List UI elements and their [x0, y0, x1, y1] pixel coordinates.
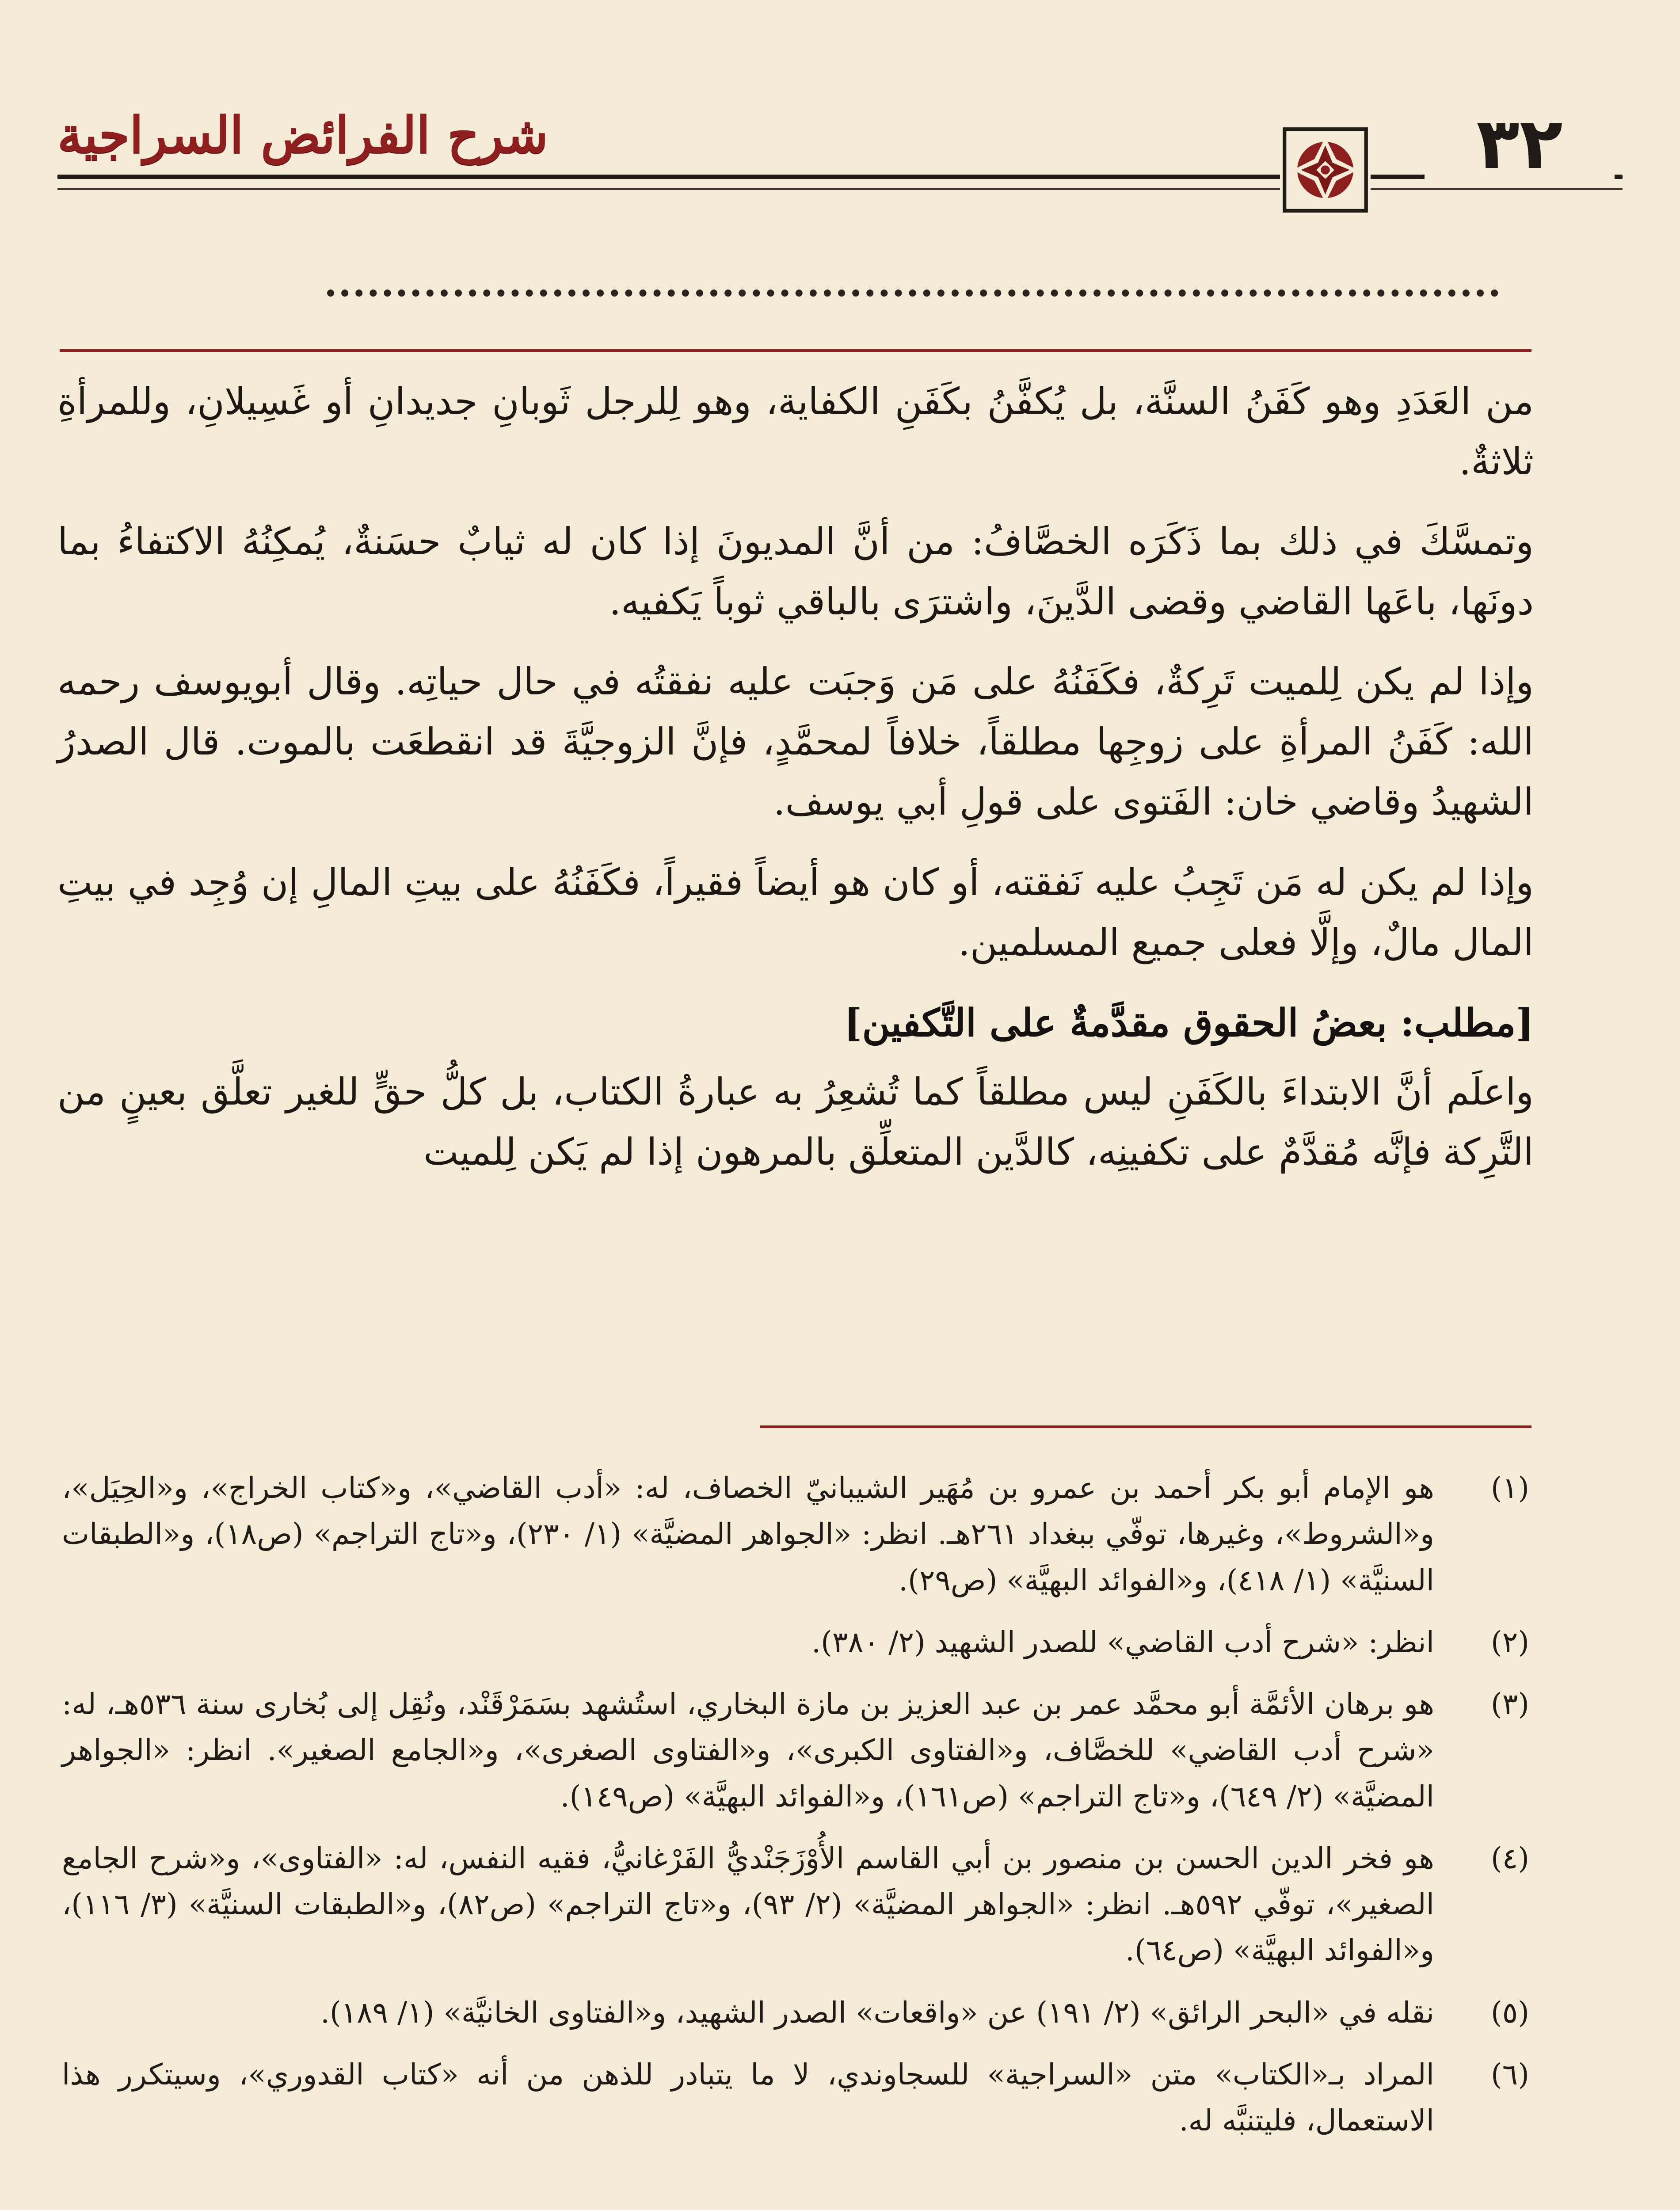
footnote-text: نقله في «البحر الرائق» (٢/ ١٩١) عن «واقعات» الصدر الشهيد، و«الفتاوى الخانيَّة» (١/ ١٨٩).	[320, 1995, 1434, 2030]
main-text	[57, 371, 1534, 1202]
footnote-item	[62, 1836, 1529, 1974]
dotted-separator	[327, 290, 1498, 297]
page-number: ٣٢	[1425, 102, 1615, 186]
paragraph: وإذا لم يكن لِلميت تَرِكةٌ، فكَفَنُهُ على مَن وَجبَت عليه نفقتُه في حال حياتِه. وقال أبويوسف رحمه الله: كَفَنُ المرأةِ على زوجِها مطلقاً، خلافاً لمحمَّدٍ، فإنَّ الزوجيَّةَ قد انقطعَت بالموت. قال الصدرُ الشهيدُ وقاضي خان: الفَتوى على قولِ أبي يوسف.	[57, 660, 1534, 824]
page-header	[57, 102, 1623, 203]
footnote-number: (١)	[1491, 1471, 1529, 1505]
footnote-text: المراد بـ«الكتاب» متن «السراجية» للسجاوندي، لا ما يتبادر للذهن من أنه «كتاب القدوري»، وسيتكرر هذا الاستعمال، فليتنبَّه له.	[62, 2057, 1434, 2138]
footnote-item	[62, 1990, 1529, 2036]
footnote-number: (٦)	[1491, 2057, 1529, 2092]
footnote-number: (٤)	[1491, 1841, 1529, 1875]
footnote-item	[62, 1619, 1529, 1665]
footnote-text: هو برهان الأئمَّة أبو محمَّد عمر بن عبد العزيز بن مازة البخاري، استُشهد بسَمَرْقَنْد، ونُقِل إلى بُخارى سنة ٥٣٦هـ، له: «شرح أدب القاضي» للخصَّاف، و«الفتاوى الكبرى»، و«الفتاوى الصغرى»، و«الجامع الصغير». انظر: «الجواهر المضيَّة» (٢/ ٦٤٩)، و«تاج التراجم» (ص١٦١)، و«الفوائد البهيَّة» (ص١٤٩).	[62, 1687, 1435, 1814]
book-title: شرح الفرائض السراجية	[57, 106, 549, 164]
footnotes	[62, 1465, 1529, 2160]
paragraph: من العَدَدِ وهو كَفَنُ السنَّة، بل يُكفَّنُ بكَفَنِ الكفاية، وهو لِلرجل ثَوبانِ جديدانِ أو غَسِيلانِ، وللمرأةِ ثلاثةٌ.	[57, 380, 1534, 484]
footnote-number: (٢)	[1491, 1625, 1529, 1659]
footnote-text: انظر: «شرح أدب القاضي» للصدر الشهيد (٢/ ٣٨٠).	[811, 1625, 1434, 1659]
footnote-text: هو فخر الدين الحسن بن منصور بن أبي القاسم الأُوْزَجَنْديُّ الفَرْغانيُّ، فقيه النفس، له: «الفتاوى»، و«شرح الجامع الصغير»، توفّي ٥٩٢هـ. انظر: «الجواهر المضيَّة» (٢/ ٩٣)، و«تاج التراجم» (ص٨٢)، و«الطبقات السنيَّة» (٣/ ١١٦)، و«الفوائد البهيَّة» (ص٦٤).	[62, 1841, 1434, 1968]
paragraph: وإذا لم يكن له مَن تَجِبُ عليه نَفقته، أو كان هو أيضاً فقيراً، فكَفَنُهُ على بيتِ المالِ إن وُجِد في بيتِ المال مالٌ، وإلَّا فعلى جميع المسلمين.	[57, 860, 1534, 964]
footnote-rule	[760, 1425, 1531, 1428]
footnote-item	[62, 1465, 1529, 1604]
ornamental-rosette-icon	[1280, 125, 1371, 215]
header-rule-top	[57, 175, 1623, 179]
paragraph: واعلَم أنَّ الابتداءَ بالكَفَنِ ليس مطلقاً كما تُشعِرُ به عبارةُ الكتاب، بل كلُّ حقٍّ للغير تعلَّق بعينٍ من التَّرِكة فإنَّه مُقدَّمٌ على تكفينِه، كالدَّين المتعلِّق بالمرهون إذا لم يَكن لِلميت	[57, 1070, 1534, 1174]
paragraph: وتمسَّكَ في ذلك بما ذَكَرَه الخصَّافُ: من أنَّ المديونَ إذا كان له ثيابٌ حسَنةٌ، يُمكِنُهُ الاكتفاءُ بما دونَها، باعَها القاضي وقضى الدَّينَ، واشترَى بالباقي ثوباً يَكفيه.	[57, 520, 1534, 624]
footnote-item	[62, 2052, 1529, 2144]
header-rule-bottom	[57, 188, 1623, 190]
footnote-number: (٣)	[1491, 1687, 1529, 1722]
section-heading: [مطلب: بعضُ الحقوق مقدَّمةٌ على التَّكفين]	[844, 1000, 1534, 1045]
footnote-item	[62, 1681, 1529, 1820]
footnote-number: (٥)	[1491, 1995, 1529, 2030]
top-red-rule	[60, 349, 1531, 352]
footnote-text: هو الإمام أبو بكر أحمد بن عمرو بن مُهَير الشيبانيّ الخصاف، له: «أدب القاضي»، و«كتاب الخراج»، و«الحِيَل»، و«الشروط»، وغيرها، توفّي ببغداد ٢٦١هـ. انظر: «الجواهر المضيَّة» (١/ ٢٣٠)، و«تاج التراجم» (ص١٨)، و«الطبقات السنيَّة» (١/ ٤١٨)، و«الفوائد البهيَّة» (ص٢٩).	[62, 1471, 1434, 1597]
